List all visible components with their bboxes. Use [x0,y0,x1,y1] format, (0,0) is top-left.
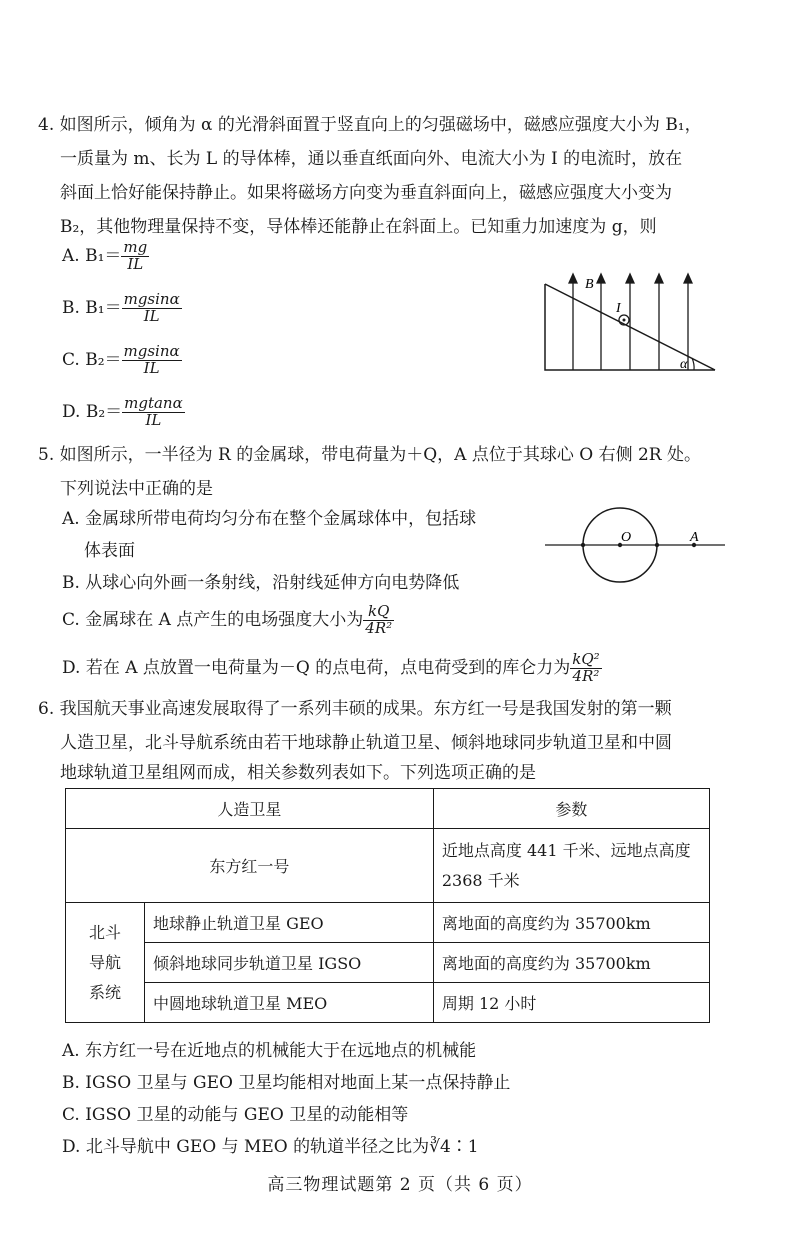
q4-option-a-fraction [121,240,149,273]
q4-line-4: B₂，其他物理量保持不变，导体棒还能静止在斜面上。已知重力加速度为 g，则 [60,217,657,237]
header-parameters: 参数 [433,789,709,829]
sphere-left-edge-dot [581,543,585,547]
dfh-param-line-2: 2368 千米 [441,870,520,890]
q5-option-c-text: C. 金属球在 A 点产生的电场强度大小为 [62,609,364,630]
satellite-table [65,788,710,1023]
beidou-label-1: 北斗 [88,922,121,942]
q4-option-d-numerator: mgtanα [124,394,183,412]
table-row [66,903,710,943]
angle-label-alpha: α [680,357,688,372]
q6-line-3: 地球轨道卫星组网而成，相关参数列表如下。下列选项正确的是 [60,763,536,783]
igso-param-cell: 离地面的高度约为 35700km [433,943,709,983]
meo-param-cell: 周期 12 小时 [433,983,709,1023]
field-label-b: B [585,277,594,292]
page-footer: 高三物理试题第 2 页（共 6 页） [267,1175,533,1195]
beidou-label-3: 系统 [88,982,121,1002]
q4-option-c [62,344,182,377]
q6-line-1: 6. 我国航天事业高速发展取得了一系列丰硕的成果。东方红一号是我国发射的第一颗 [38,699,672,719]
q5-option-d-text: D. 若在 A 点放置一电荷量为－Q 的点电荷，点电荷受到的库仑力为 [62,657,571,678]
q5-line-2: 下列说法中正确的是 [60,479,213,499]
q5-option-a-line-1: A. 金属球所带电荷均匀分布在整个金属球体中，包括球 [62,509,477,529]
q5-option-c-denominator: 4R² [365,618,393,637]
q4-option-d [62,396,185,429]
meo-name-cell: 中圆地球轨道卫星 MEO [145,983,434,1023]
q5-option-d-fraction [570,652,601,685]
q4-line-2: 一质量为 m、长为 L 的导体棒，通以垂直纸面向外、电流大小为 I 的电流时，放在 [60,149,683,169]
q6-line-2: 人造卫星，北斗导航系统由若干地球静止轨道卫星、倾斜地球同步轨道卫星和中圆 [60,733,672,753]
q4-option-c-denominator: IL [143,358,160,377]
current-dot [623,319,626,322]
table-header-row [66,789,710,829]
q5-option-d-numerator: kQ² [572,650,600,668]
q4-option-a-numerator: mg [123,238,148,256]
q5-line-1: 5. 如图所示，一半径为 R 的金属球，带电荷量为＋Q，A 点位于其球心 O 右侧 2R 处。 [38,445,702,465]
center-label-o: O [621,530,632,545]
dfh-param-cell [433,829,709,903]
q6-option-b: B. IGSO 卫星与 GEO 卫星均能相对地面上某一点保持静止 [62,1073,511,1093]
table-row [66,829,710,903]
q4-option-b-label: B. B₁＝ [62,297,122,318]
q4-option-b-denominator: IL [143,306,160,325]
q4-option-d-fraction [122,396,185,429]
beidou-label-cell [66,903,145,1023]
q5-option-d [62,652,602,685]
q4-option-a [62,240,149,273]
q6-option-c: C. IGSO 卫星的动能与 GEO 卫星的动能相等 [62,1105,409,1125]
q5-option-c-numerator: kQ [363,604,394,621]
q4-option-c-fraction [122,344,182,377]
q5-option-c-fraction [363,604,394,637]
q4-option-b [62,292,182,325]
q4-option-d-label: D. B₂＝ [62,401,123,422]
point-label-a: A [690,530,699,545]
q6-option-a: A. 东方红一号在近地点的机械能大于在远地点的机械能 [62,1041,477,1061]
q4-option-a-denominator: IL [127,254,144,273]
q4-option-b-numerator: mgsinα [123,290,180,308]
q5-option-b: B. 从球心向外画一条射线，沿射线延伸方向电势降低 [62,573,460,593]
current-label-i: I [616,301,621,316]
q5-option-d-denominator: 4R² [572,666,600,685]
q5-sphere-figure [545,495,725,595]
q4-line-3: 斜面上恰好能保持静止。如果将磁场方向变为垂直斜面向上，磁感应强度大小变为 [60,183,672,203]
q4-line-1: 4. 如图所示，倾角为 α 的光滑斜面置于竖直向上的匀强磁场中，磁感应强度大小为 B₁， [38,115,702,135]
geo-param-cell: 离地面的高度约为 35700km [433,903,709,943]
q4-option-a-label: A. B₁＝ [62,245,122,266]
geo-name-cell: 地球静止轨道卫星 GEO [145,903,434,943]
q4-incline-figure [530,270,730,380]
sphere-right-edge-dot [655,543,659,547]
igso-name-cell: 倾斜地球同步轨道卫星 IGSO [145,943,434,983]
header-satellite: 人造卫星 [66,789,434,829]
beidou-label-2: 导航 [88,952,121,972]
table-row [66,983,710,1023]
q4-option-b-fraction [122,292,182,325]
q4-option-d-denominator: IL [145,410,162,429]
table-row [66,943,710,983]
dfh-param-line-1: 近地点高度 441 千米、远地点高度 [441,840,691,860]
q6-option-d: D. 北斗导航中 GEO 与 MEO 的轨道半径之比为∛4∶1 [62,1137,479,1157]
dfh-name-cell: 东方红一号 [66,829,434,903]
q4-option-c-numerator: mgsinα [123,342,180,360]
q4-option-c-label: C. B₂＝ [62,349,122,370]
q5-option-c [62,604,394,637]
q5-option-a-line-2: 体表面 [84,541,135,561]
